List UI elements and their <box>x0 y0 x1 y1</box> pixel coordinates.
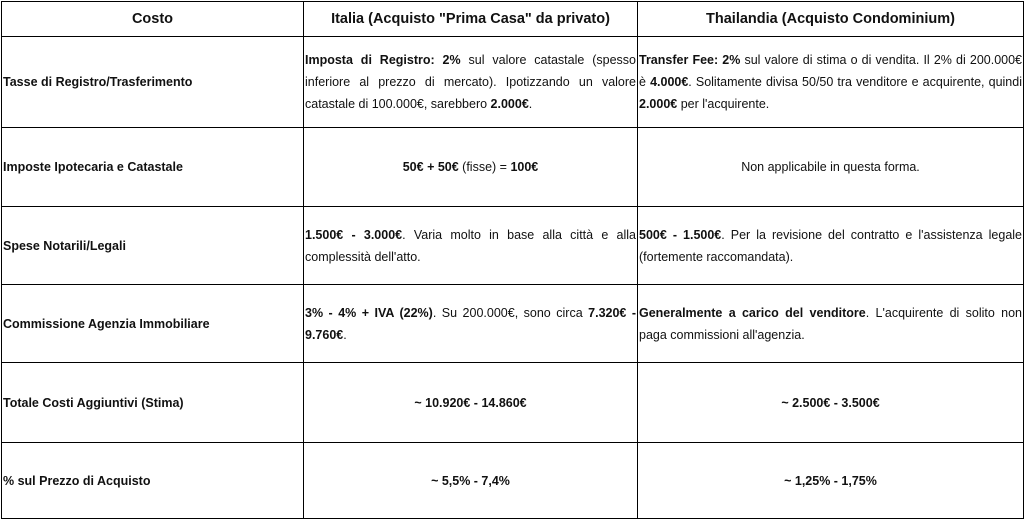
thailand-bold: ~ 2.500€ - 3.500€ <box>781 395 880 410</box>
italy-bold: ~ 5,5% - 7,4% <box>431 473 510 488</box>
italy-cell <box>304 363 638 443</box>
italy-bold: 100€ <box>510 160 539 174</box>
table-row <box>2 363 1024 443</box>
thailand-bold: Generalmente a carico del venditore <box>639 305 866 320</box>
header-italy: Italia (Acquisto "Prima Casa" da privato) <box>304 2 638 37</box>
italy-bold: ~ 10.920€ - 14.860€ <box>414 395 527 410</box>
cost-comparison-table <box>1 1 1024 519</box>
italy-cell <box>304 443 638 519</box>
thailand-text: per l'acquirente. <box>677 97 770 111</box>
italy-text: . <box>343 327 347 342</box>
table-row <box>2 128 1024 207</box>
row-label: % sul Prezzo di Acquisto <box>2 443 304 519</box>
italy-cell <box>304 37 638 128</box>
header-row <box>2 2 1024 37</box>
italy-bold: Imposta di Registro: 2% <box>305 53 461 67</box>
italy-bold: 1.500€ - 3.000€ <box>305 227 403 242</box>
italy-text: sul valore catastale (spesso inferiore al prezzo di mercato). Ipotizzando un valore catastale di 100.000€, sarebbero <box>305 53 636 111</box>
header-thailand: Thailandia (Acquisto Condominium) <box>638 2 1024 37</box>
thailand-cell <box>638 443 1024 519</box>
thailand-cell <box>638 207 1024 285</box>
row-label: Spese Notarili/Legali <box>2 207 304 285</box>
italy-text: (fisse) = <box>458 160 511 174</box>
italy-cell <box>304 128 638 207</box>
thailand-cell <box>638 37 1024 128</box>
italy-bold: 50€ + 50€ <box>402 160 459 174</box>
table-row <box>2 285 1024 363</box>
thailand-bold: 500€ - 1.500€ <box>639 227 722 242</box>
italy-cell <box>304 285 638 363</box>
table-row <box>2 443 1024 519</box>
thailand-bold: ~ 1,25% - 1,75% <box>784 473 877 488</box>
italy-bold: 7.320€ - 9.760€ <box>305 305 637 342</box>
italy-cell <box>304 207 638 285</box>
thailand-text: . Per la revisione del contratto e l'assistenza legale (fortemente raccomandata). <box>639 227 1022 264</box>
header-cost: Costo <box>2 2 304 37</box>
thailand-text: Non applicabile in questa forma. <box>741 160 920 174</box>
thailand-bold: Transfer Fee: 2% <box>639 53 741 67</box>
italy-bold: 2.000€ <box>490 97 529 111</box>
thailand-cell <box>638 363 1024 443</box>
row-label: Totale Costi Aggiuntivi (Stima) <box>2 363 304 443</box>
row-label: Tasse di Registro/Trasferimento <box>2 37 304 128</box>
row-label: Commissione Agenzia Immobiliare <box>2 285 304 363</box>
thailand-bold: 4.000€ <box>650 75 689 89</box>
italy-text: . Varia molto in base alla città e alla complessità dell'atto. <box>305 227 637 264</box>
thailand-text: . Solitamente divisa 50/50 tra venditore e acquirente, quindi <box>688 75 1022 89</box>
thailand-text: . L'acquirente di solito non paga commissioni all'agenzia. <box>639 305 1022 342</box>
thailand-cell <box>638 128 1024 207</box>
thailand-bold: 2.000€ <box>639 97 678 111</box>
table-row <box>2 207 1024 285</box>
italy-text: . Su 200.000€, sono circa <box>432 305 589 320</box>
italy-text: . <box>528 97 533 111</box>
thailand-text: sul valore di stima o di vendita. Il 2% di 200.000€ è <box>639 53 1023 89</box>
table-row <box>2 37 1024 128</box>
thailand-cell <box>638 285 1024 363</box>
italy-bold: 3% - 4% + IVA (22%) <box>305 305 433 320</box>
row-label: Imposte Ipotecaria e Catastale <box>2 128 304 207</box>
